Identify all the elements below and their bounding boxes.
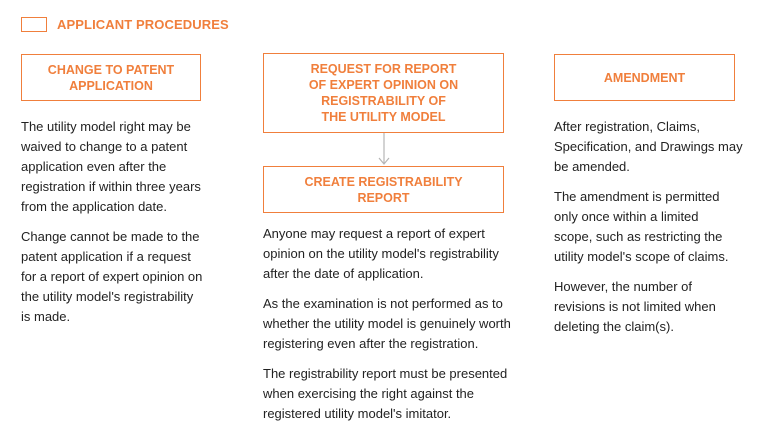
request-report-box	[263, 53, 504, 133]
text-line: whether the utility model is genuinely worth	[263, 316, 511, 331]
paragraph	[263, 294, 533, 354]
text-line: registered utility model's imitator.	[263, 406, 452, 421]
text-line: Change cannot be made to the	[21, 229, 200, 244]
text-line: be amended.	[554, 159, 630, 174]
box-line: THE UTILITY MODEL	[321, 110, 446, 124]
text-line: revisions is not limited when	[554, 299, 716, 314]
change-to-patent-description	[21, 117, 236, 337]
legend-label: APPLICANT PROCEDURES	[57, 17, 229, 32]
box-line: APPLICATION	[69, 78, 153, 93]
text-line: registration if within three years	[21, 179, 201, 194]
paragraph	[554, 187, 759, 267]
amendment-box	[554, 54, 735, 101]
text-line: waived to change to a patent	[21, 139, 188, 154]
change-to-patent-box	[21, 54, 201, 101]
text-line: After registration, Claims,	[554, 119, 700, 134]
box-line: REGISTRABILITY OF	[321, 94, 446, 108]
text-line: utility model's scope of claims.	[554, 249, 729, 264]
amendment-description	[554, 117, 759, 347]
paragraph	[554, 277, 759, 337]
paragraph	[554, 117, 759, 177]
text-line: The amendment is permitted	[554, 189, 720, 204]
text-line: Anyone may request a report of expert	[263, 226, 485, 241]
request-report-description	[263, 224, 533, 434]
box-line: CHANGE TO PATENT	[47, 62, 175, 77]
text-line: application even after the	[21, 159, 167, 174]
text-line: registering even after the registration.	[263, 336, 479, 351]
text-line: after the date of application.	[263, 266, 424, 281]
box-line: REQUEST FOR REPORT	[310, 62, 457, 76]
text-line: only once within a limited	[554, 209, 699, 224]
text-line: As the examination is not performed as to	[263, 296, 503, 311]
box-line: CREATE REGISTRABILITY	[304, 174, 463, 189]
text-line: from the application date.	[21, 199, 167, 214]
paragraph	[263, 364, 533, 424]
legend-swatch	[21, 17, 47, 32]
text-line: opinion on the utility model's registrability	[263, 246, 499, 261]
box-line: AMENDMENT	[603, 70, 686, 85]
legend	[21, 17, 229, 32]
text-line: The registrability report must be presented	[263, 366, 508, 381]
paragraph	[21, 227, 236, 327]
text-line: for a report of expert opinion on	[21, 269, 203, 284]
text-line: However, the number of	[554, 279, 693, 294]
paragraph	[263, 224, 533, 284]
box-line: OF EXPERT OPINION ON	[308, 78, 459, 92]
text-line: patent application if a request	[21, 249, 191, 264]
text-line: scope, such as restricting the	[554, 229, 723, 244]
box-line: REPORT	[357, 190, 410, 205]
text-line: is made.	[21, 309, 71, 324]
paragraph	[21, 117, 236, 217]
create-registrability-report-box	[263, 166, 504, 213]
down-arrow-icon	[377, 133, 391, 167]
text-line: the utility model's registrability	[21, 289, 194, 304]
text-line: when exercising the right against the	[263, 386, 475, 401]
text-line: The utility model right may be	[21, 119, 191, 134]
text-line: Specification, and Drawings may	[554, 139, 743, 154]
text-line: deleting the claim(s).	[554, 319, 674, 334]
